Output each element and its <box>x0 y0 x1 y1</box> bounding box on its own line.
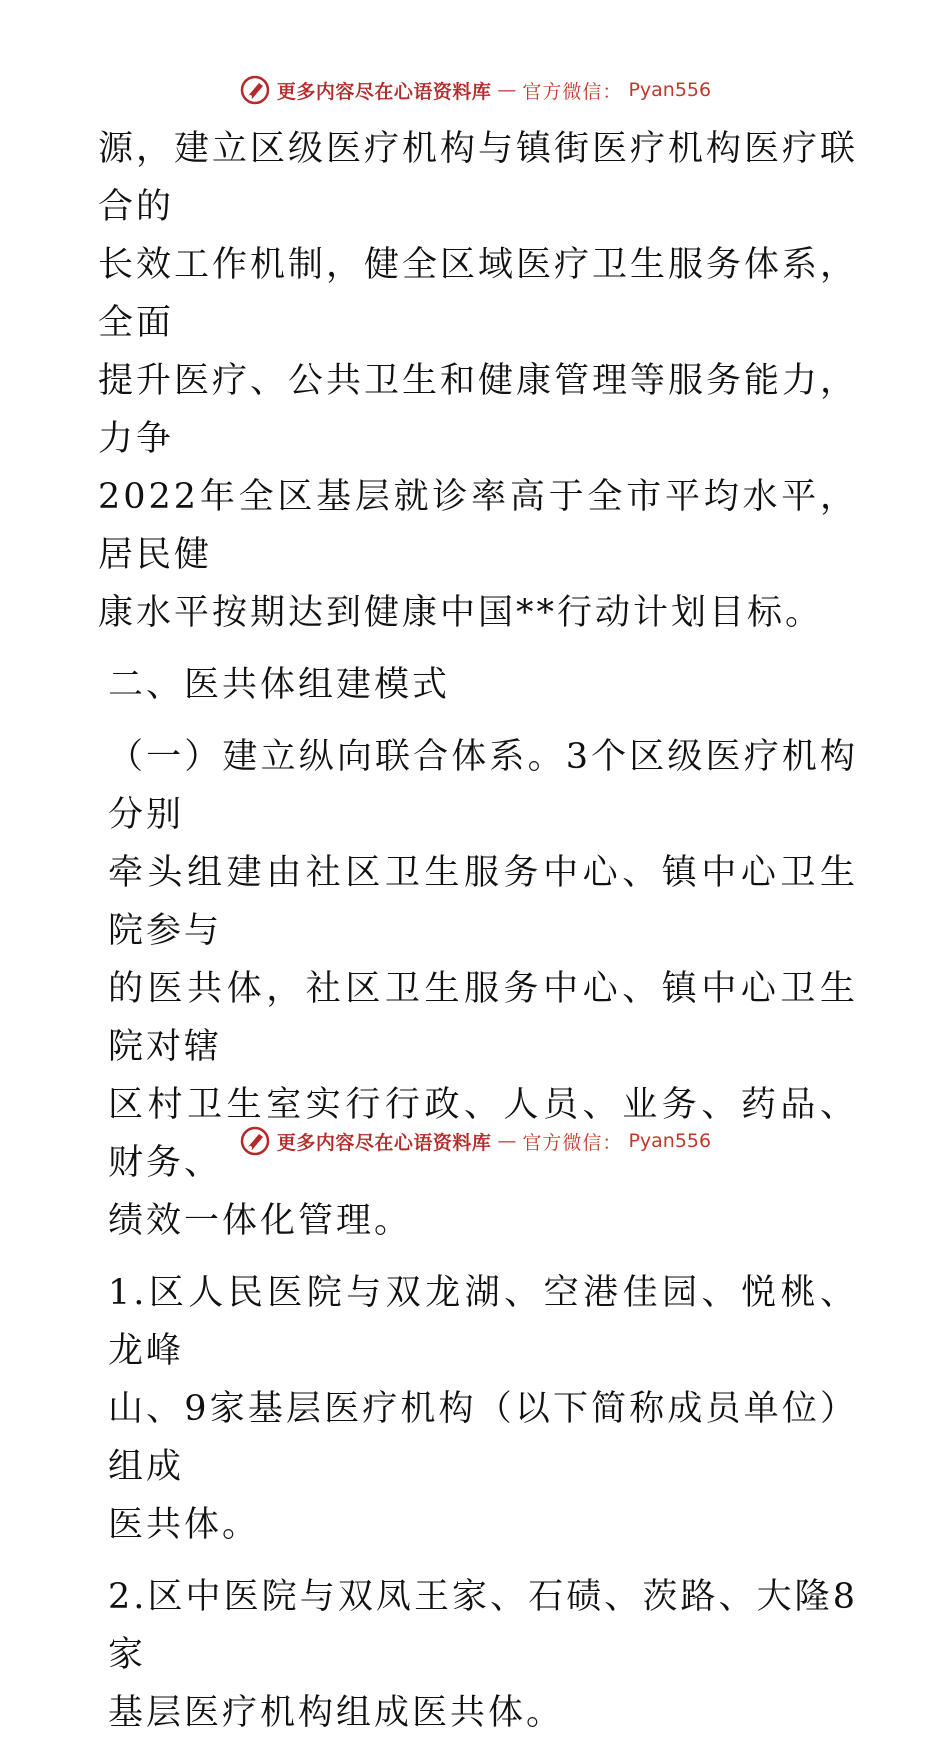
header-watermark <box>0 74 950 106</box>
text-line: （一）建立纵向联合体系。3个区级医疗机构分别 <box>108 737 858 835</box>
text-line: 医共体。 <box>108 1505 261 1545</box>
text-line: 区村卫生室实行行政、人员、业务、药品、财务、 <box>108 1085 858 1183</box>
watermark-label: 官方微信： <box>522 80 623 103</box>
text-line: 2.区中医院与双凤王家、石碛、茨路、大隆8家 <box>108 1577 858 1675</box>
watermark-id: Pyan556 <box>628 79 712 101</box>
text-line: 2022年全区基层就诊率高于全市平均水平，居民健 <box>98 477 858 575</box>
text-line: 绩效一体化管理。 <box>108 1201 413 1241</box>
text-line: 的医共体，社区卫生服务中心、镇中心卫生院对辖 <box>108 969 858 1067</box>
watermark-separator: — <box>497 1130 517 1152</box>
pen-logo-icon <box>239 1125 271 1157</box>
text-line: 基层医疗机构组成医共体。 <box>108 1693 565 1733</box>
pen-logo-icon <box>239 74 271 106</box>
paragraph-intro-continued <box>98 120 858 642</box>
text-line: 二、医共体组建模式 <box>108 665 451 705</box>
document-body <box>98 120 858 1742</box>
watermark-label: 官方微信： <box>522 1131 623 1154</box>
text-line: 康水平按期达到健康中国**行动计划目标。 <box>98 593 824 633</box>
list-item-2 <box>98 1568 858 1742</box>
watermark-id: Pyan556 <box>628 1130 712 1152</box>
text-line: 长效工作机制，健全区域医疗卫生服务体系，全面 <box>98 245 859 343</box>
text-line: 山、9家基层医疗机构（以下简称成员单位）组成 <box>108 1389 858 1487</box>
paragraph-vertical-system <box>98 728 858 1250</box>
text-line: 提升医疗、公共卫生和健康管理等服务能力，力争 <box>98 361 859 459</box>
text-line: 牵头组建由社区卫生服务中心、镇中心卫生院参与 <box>108 853 858 951</box>
watermark-main-text: 更多内容尽在心语资料库 <box>276 1131 492 1154</box>
footer-watermark <box>0 1125 950 1157</box>
section-heading <box>98 656 858 714</box>
list-item-1 <box>98 1264 858 1554</box>
text-line: 源，建立区级医疗机构与镇街医疗机构医疗联合的 <box>98 129 859 227</box>
text-line: 1.区人民医院与双龙湖、空港佳园、悦桃、龙峰 <box>108 1273 858 1371</box>
watermark-main-text: 更多内容尽在心语资料库 <box>276 80 492 103</box>
watermark-separator: — <box>497 79 517 101</box>
